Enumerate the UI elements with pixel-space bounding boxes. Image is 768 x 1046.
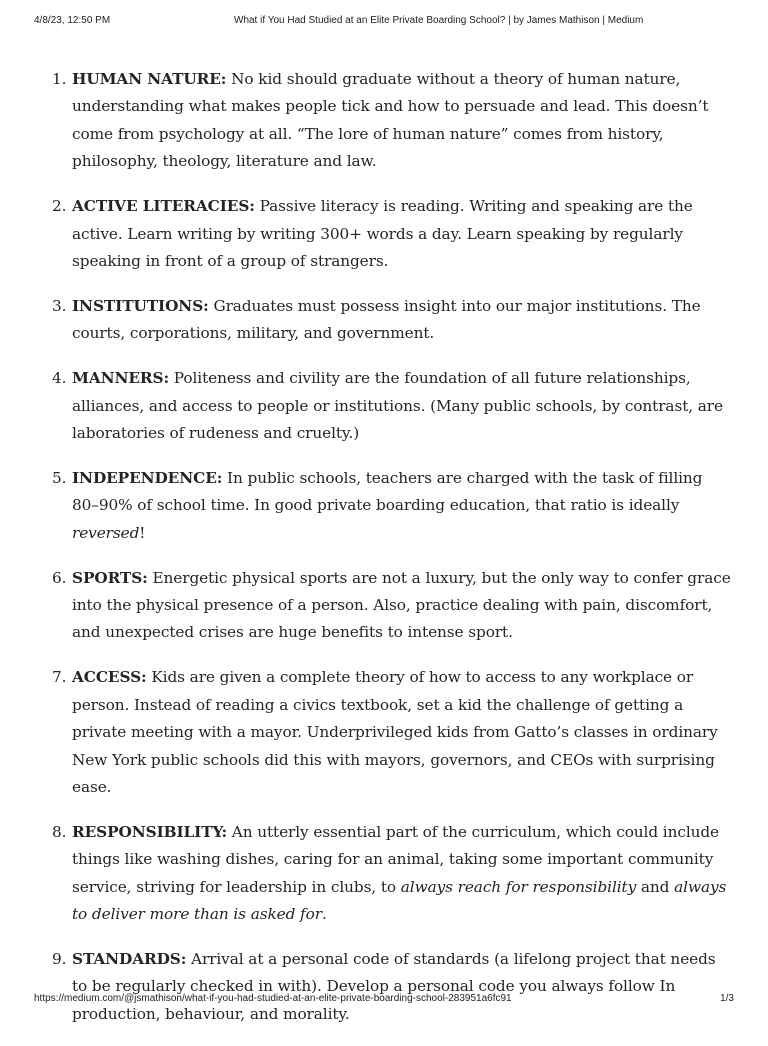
item-text: In public schools, teachers are charged with the task of filling 80–90% of school time. In good private boarding education, that ratio is ideally bbox=[72, 468, 703, 515]
item-number: 9. bbox=[52, 949, 67, 968]
item-text-end: ! bbox=[139, 523, 146, 542]
item-emphasis: reversed bbox=[72, 523, 140, 542]
item-emphasis-2: always to deliver more than is asked for bbox=[72, 877, 727, 924]
item-number: 2. bbox=[52, 197, 67, 216]
print-url: https://medium.com/@jsmathison/what-if-you-had-studied-at-an-elite-private-boarding-school-283951a6fc91 bbox=[34, 993, 512, 1004]
item-number: 6. bbox=[52, 568, 67, 587]
list-item-institutions bbox=[52, 293, 732, 348]
item-text: No kid should graduate without a theory of human nature, understanding what makes people tick and how to persuade and lead. This doesn’t come from psychology at all. “The lore of human nature” comes from history, philosophy, theology, literature and law. bbox=[72, 70, 709, 171]
item-heading: ACTIVE LITERACIES: bbox=[72, 197, 255, 216]
item-text-end: . bbox=[321, 905, 327, 924]
item-number: 1. bbox=[52, 70, 67, 88]
item-number: 8. bbox=[52, 822, 67, 841]
item-heading: SPORTS: bbox=[72, 568, 148, 587]
item-number: 4. bbox=[52, 369, 67, 388]
item-heading: HUMAN NATURE: bbox=[72, 70, 227, 88]
item-emphasis: always reach for responsibility bbox=[400, 877, 637, 896]
print-datetime: 4/8/23, 12:50 PM bbox=[34, 15, 111, 26]
item-text-mid: and bbox=[636, 877, 675, 896]
list-item-manners bbox=[52, 365, 732, 447]
item-number: 5. bbox=[52, 468, 67, 487]
list-item-standards bbox=[52, 946, 732, 1028]
item-text: Kids are given a complete theory of how to access to any workplace or person. Instead of reading a civics textbook, set a kid the challenge of getting a private meeting with a mayor. Underprivileged kids from Gatto’s classes in ordinary New York public schools did this with mayors, governors, and CEOs with surprising ease. bbox=[72, 668, 718, 796]
item-number: 3. bbox=[52, 296, 67, 315]
list-item-independence bbox=[52, 465, 732, 547]
list-item-sports bbox=[52, 565, 732, 647]
numbered-list bbox=[52, 66, 732, 1046]
list-item-active-literacies bbox=[52, 193, 732, 275]
item-heading: ACCESS: bbox=[72, 668, 147, 687]
page-number: 1/3 bbox=[720, 993, 734, 1004]
item-heading: MANNERS: bbox=[72, 369, 170, 388]
item-text: Graduates must possess insight into our major institutions. The courts, corporations, military, and government. bbox=[72, 296, 701, 343]
item-heading: RESPONSIBILITY: bbox=[72, 822, 227, 841]
item-heading: INDEPENDENCE: bbox=[72, 468, 223, 487]
list-item-responsibility bbox=[52, 819, 732, 929]
list-item-access bbox=[52, 664, 732, 801]
item-text: Energetic physical sports are not a luxury, but the only way to confer grace into the physical presence of a person. Also, practice dealing with pain, discomfort, and unexpected crises are huge benefits to intense sport. bbox=[72, 568, 731, 642]
item-text: An utterly essential part of the curriculum, which could include things like washing dishes, caring for an animal, taking some important community service, striving for leadership in clubs, to bbox=[72, 822, 720, 896]
item-number: 7. bbox=[52, 668, 67, 687]
item-heading: INSTITUTIONS: bbox=[72, 296, 209, 315]
print-page-title: What if You Had Studied at an Elite Private Boarding School? | by James Mathison | Medium bbox=[234, 15, 644, 26]
list-item-human-nature bbox=[52, 66, 732, 176]
item-text: Arrival at a personal code of standards (a lifelong project that needs to be regularly checked in with). Develop a personal code you always follow In production, behaviour, and morality. bbox=[72, 949, 716, 1023]
item-heading: STANDARDS: bbox=[72, 949, 187, 968]
item-text: Passive literacy is reading. Writing and speaking are the active. Learn writing by writing 300+ words a day. Learn speaking by regularly speaking in front of a group of strangers. bbox=[72, 197, 693, 270]
item-text: Politeness and civility are the foundation of all future relationships, alliances, and access to people or institutions. (Many public schools, by contrast, are laboratories of rudeness and cruelty.) bbox=[72, 369, 723, 442]
